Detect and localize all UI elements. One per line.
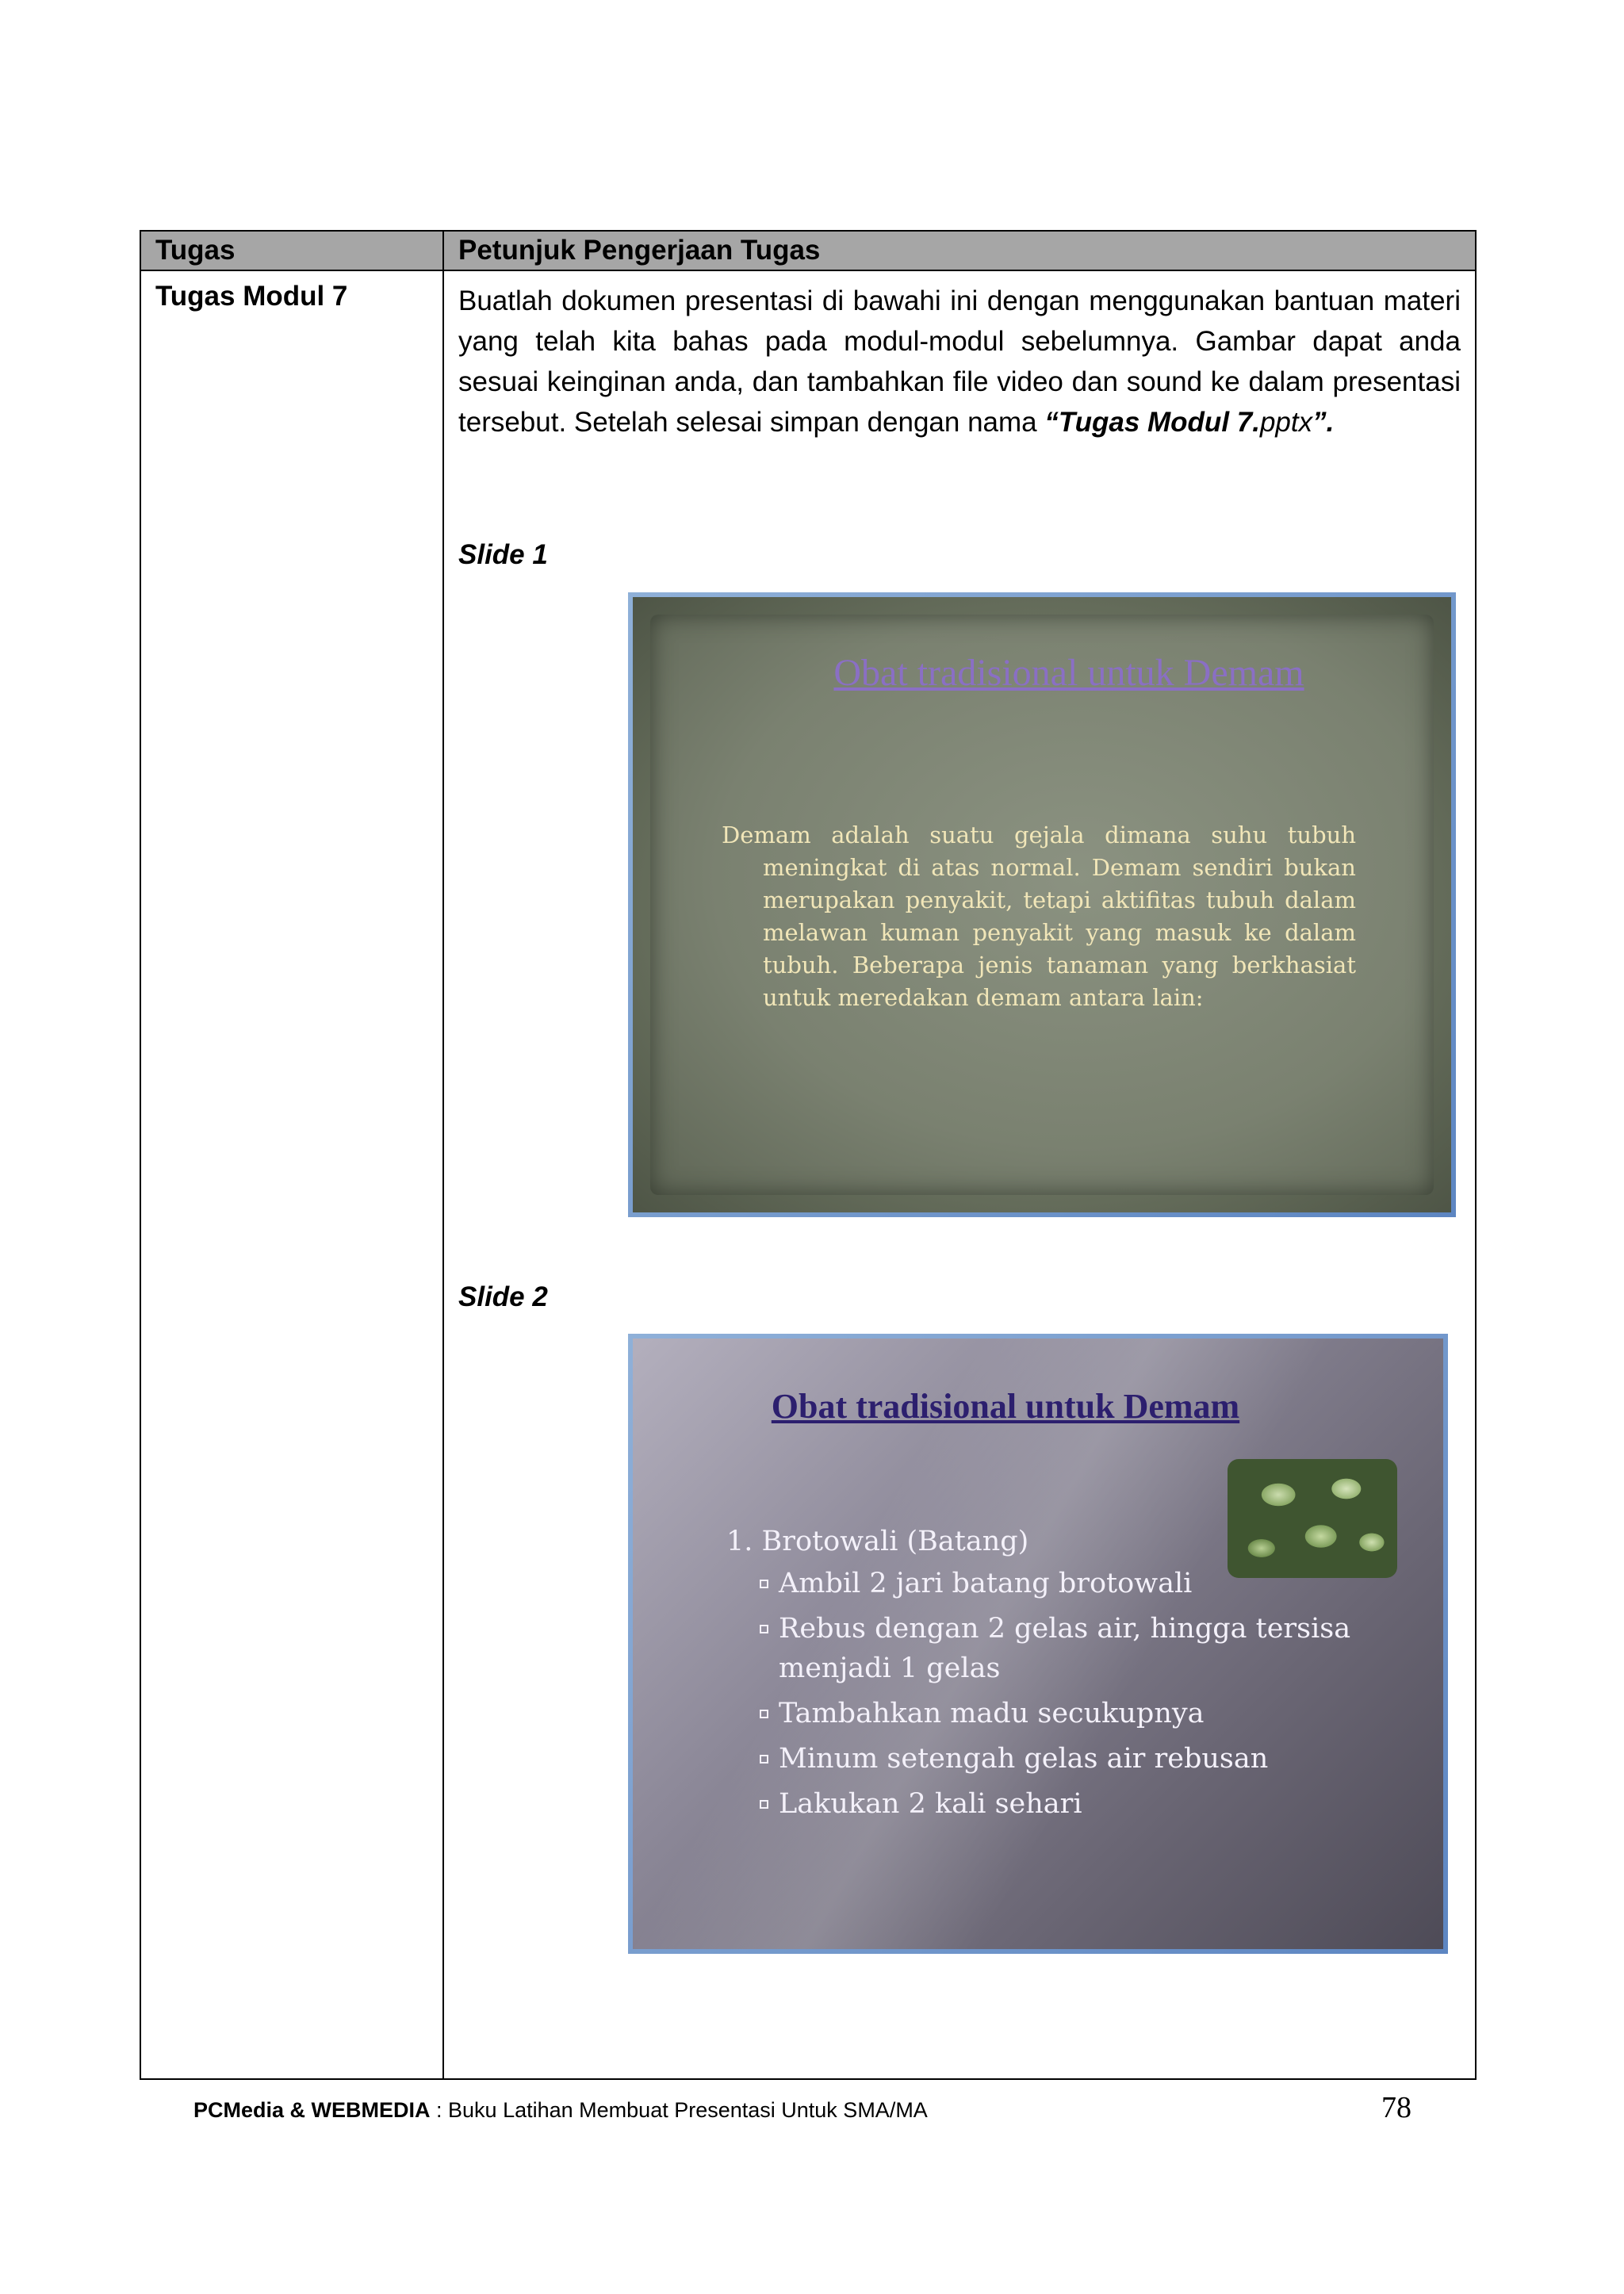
task-name: Tugas Modul 7 [155,281,348,312]
task-name-cell [140,270,443,2079]
slide-1-image [628,592,1456,1217]
page-footer [193,2098,928,2123]
list-item: Tambahkan madu secukupnya [760,1694,1408,1733]
slide-1-title: Obat tradisional untuk Demam [833,652,1304,694]
file-extension: pptx [1259,407,1313,438]
slide-2-image [628,1334,1448,1954]
header-task: Tugas [140,231,443,270]
footer-text: : Buku Latihan Membuat Presentasi Untuk SMA/MA [430,2098,928,2122]
list-item: Lakukan 2 kali sehari [760,1784,1408,1824]
slide-1-label: Slide 1 [458,539,548,570]
list-item: Minum setengah gelas air rebusan [760,1739,1408,1779]
slide-2-list-heading: 1. Brotowali (Batang) [726,1526,1029,1557]
instruction-cell [443,270,1476,2079]
task-table [140,230,1477,2080]
slide-1-body: Demam adalah suatu gejala dimana suhu tubuh meningkat di atas normal. Demam sendiri bukan merupakan penyakit, tetapi aktifitas tubuh dalam melawan kuman penyakit yang masuk ke dalam tubuh. Beberapa jenis tanaman yang berkhasiat untuk meredakan demam antara lain: [722,821,1356,1011]
page-number: 78 [1381,2091,1411,2124]
slide-2-list [726,1519,1408,1829]
slide-2-background [633,1338,1443,1949]
list-item: Rebus dengan 2 gelas air, hingga tersisa menjadi 1 gelas [760,1609,1408,1688]
slide-1-background [633,597,1451,1212]
slide-2-title: Obat tradisional untuk Demam [771,1387,1240,1426]
file-name-end: ”. [1312,407,1335,438]
list-item: Ambil 2 jari batang brotowali [760,1564,1408,1603]
footer-brand: PCMedia & WEBMEDIA [193,2098,431,2122]
instruction-body: Buatlah dokumen presentasi di bawahi ini dengan menggunakan bantuan materi yang telah kita bahas pada modul-modul sebelumnya. Gambar dapat anda sesuai keinginan anda, dan tambahkan file video dan sound ke dalam presentasi tersebut. Setelah selesai simpan dengan nama [458,285,1461,438]
header-instructions: Petunjuk Pengerjaan Tugas [443,231,1476,270]
instruction-text [458,281,1461,442]
slide-2-label: Slide 2 [458,1281,548,1312]
file-name: “Tugas Modul 7. [1044,407,1260,438]
slide-2-steps [726,1564,1408,1824]
